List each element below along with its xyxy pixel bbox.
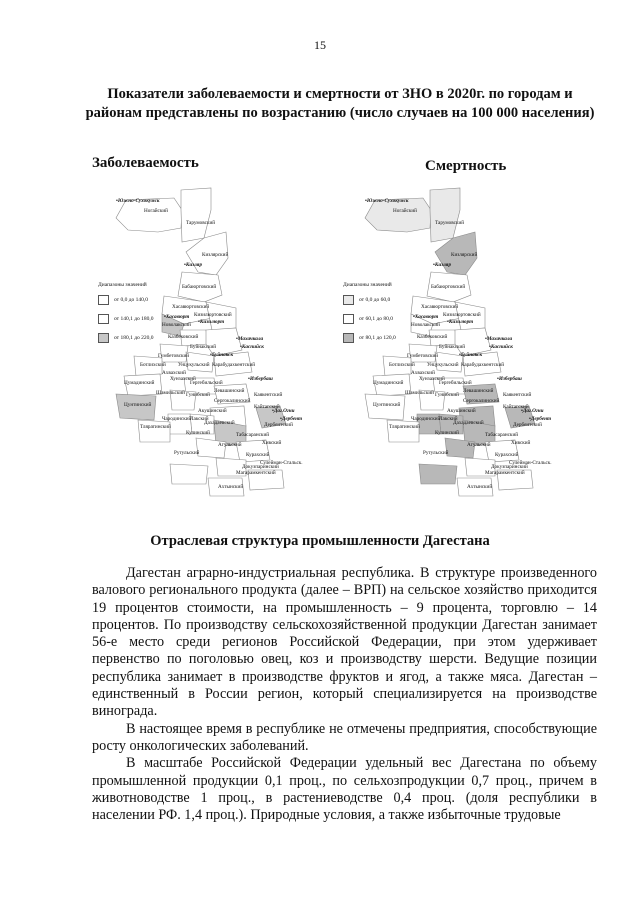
incidence-map — [86, 180, 331, 500]
region-karabudakhkentsky — [463, 352, 501, 376]
label-khasavyurtovsky: Хасавюртовский — [172, 304, 210, 310]
label-khasavyurt: •Хасавюрт — [413, 314, 439, 320]
label-kurakhsky: Курахский — [246, 452, 270, 458]
label-novolaksky: Новолакский — [411, 322, 440, 328]
label-akhtynsky: Ахтынский — [467, 484, 493, 490]
label-gunibsky: Гунибский — [186, 392, 210, 398]
label-buinaksky: Буйнакский — [190, 344, 217, 350]
label-babayurtovsky: Бабаюртовский — [431, 284, 466, 290]
label-dagogni: •Даг.Огни — [272, 408, 295, 414]
region-akhtynsky — [457, 478, 493, 496]
label-karabudakhkentsky: Карабудахкентский — [461, 362, 505, 368]
label-tlyaratinsky: Тляратинский — [389, 424, 420, 430]
label-tsumadinsky: Цумадинский — [124, 380, 155, 386]
label-akushinsky: Акушинский — [447, 408, 476, 414]
label-kizlyar: •Кизляр — [433, 262, 452, 268]
legend-item — [98, 314, 154, 324]
legend-label: от 180,1 до 220,0 — [114, 334, 154, 341]
region-nogaisky — [116, 198, 182, 232]
region-tsuntinsky — [365, 394, 405, 420]
region-levashinsky — [214, 384, 250, 404]
region-laksky — [190, 414, 214, 434]
label-kayakentsky: Каякентский — [254, 392, 283, 398]
label-kizilyurt: •Кизилюрт — [447, 319, 474, 325]
region-rutulsky — [170, 464, 208, 484]
legend-item — [343, 314, 396, 324]
label-kaspiysk: •Каспийск — [489, 344, 513, 350]
label-kulinsky: Кулинский — [186, 430, 210, 436]
label-khunzakhsky: Хунзахский — [170, 376, 196, 382]
label-novolaksky: Новолакский — [162, 322, 191, 328]
label-makhachkala: •Махачкала — [485, 336, 513, 342]
label-kizilyurtovsky: Кизилюртовский — [443, 312, 481, 318]
region-tsumadinsky — [373, 374, 411, 396]
region-botlikhsky — [383, 356, 411, 376]
region-gumbetovsky — [160, 344, 188, 362]
region-kazbekovsky — [180, 330, 208, 346]
label-khivsky: Хивский — [511, 440, 531, 446]
label-kayakentsky: Каякентский — [503, 392, 532, 398]
region-tabasaransky — [236, 440, 270, 462]
region-tarumovsky — [181, 188, 211, 242]
incidence-legend — [98, 282, 154, 352]
label-shamilsky: Шамильский — [156, 390, 185, 396]
label-khasavyurtovsky: Хасавюртовский — [421, 304, 459, 310]
label-gunibsky: Гунибский — [435, 392, 459, 398]
label-untsukulsky: Унцукульский — [178, 362, 210, 368]
region-laksky — [439, 414, 463, 434]
label-kurakhsky: Курахский — [495, 452, 519, 458]
mortality-map — [335, 180, 580, 500]
region-nogaisky — [365, 198, 431, 232]
label-kazbekovsky: Казбековский — [168, 334, 199, 340]
legend-title: Диапазоны значений — [343, 282, 392, 288]
section-title: Отраслевая структура промышленности Дагестана — [150, 533, 490, 549]
region-botlikhsky — [134, 356, 162, 376]
label-kaspiysk: •Каспийск — [240, 344, 264, 350]
paragraph: В масштабе Российской Федерации удельный вес Дагестана по объему промышленной продукции 0,1 проц., по сельхозпродукции 0,7 проц., причем в животноводстве 1 проц., в растениеводстве 0,4 проц. (доля республики в населении РФ. 1,4 проц.). Природные условия, а также избыточные трудовые — [92, 755, 597, 824]
region-akhtynsky — [208, 478, 244, 496]
label-kizlyarsky: Кизлярский — [451, 252, 478, 258]
legend-item — [343, 295, 396, 305]
label-yuzhno: •Южно-Сухокумск — [116, 198, 160, 204]
label-kizilyurtovsky: Кизилюртовский — [194, 312, 232, 318]
label-dakhadaevsky: Дахадаевский — [453, 420, 484, 426]
region-kayakentsky — [256, 406, 286, 428]
region-kizilyurtovsky — [206, 302, 236, 330]
label-laksky: Лакский — [190, 416, 209, 422]
label-tsuntinsky: Цунтинский — [124, 402, 152, 408]
label-derbentsky: Дербентский — [513, 422, 542, 428]
region-kizilyurtovsky — [455, 302, 485, 330]
label-nogaisky: Ногайский — [144, 208, 168, 214]
label-charodinsky: Чародинский — [162, 416, 192, 422]
label-sergokalinsky: Сергокалинский — [463, 398, 500, 404]
region-charodinsky — [168, 414, 192, 434]
label-akhvakhsky: Ахвахский — [411, 370, 435, 376]
region-karabudakhkentsky — [214, 352, 252, 376]
label-derbent: •Дербент — [529, 416, 552, 422]
label-kulinsky: Кулинский — [435, 430, 459, 436]
label-khivsky: Хивский — [262, 440, 282, 446]
legend-label: от 60,1 до 80,0 — [359, 315, 394, 322]
region-tlyaratinsky — [387, 420, 419, 442]
label-kaitagsky: Кайтагский — [254, 404, 280, 410]
label-untsukulsky: Унцукульский — [427, 362, 459, 368]
legend-label: от 0,0 до 60,0 — [359, 296, 391, 303]
region-levashinsky — [463, 384, 499, 404]
label-akhtynsky: Ахтынский — [218, 484, 244, 490]
legend-swatch — [343, 314, 354, 324]
label-kizlyar: •Кизляр — [184, 262, 203, 268]
label-dakhadaevsky: Дахадаевский — [204, 420, 235, 426]
legend-title: Диапазоны значений — [98, 282, 147, 288]
label-kizilyurt: •Кизилюрт — [198, 319, 225, 325]
label-tabasaransky: Табасаранский — [485, 432, 518, 438]
region-rutulsky — [419, 464, 457, 484]
label-akushinsky: Акушинский — [198, 408, 227, 414]
page-title: Показатели заболеваемости и смертности от ЗНО в 2020г. по городам и районам представлены по возрастанию (число случаев на 100 000 населения) — [85, 86, 595, 121]
label-makhachkala: •Махачкала — [236, 336, 264, 342]
region-gunibsky — [419, 390, 445, 410]
region-tabasaransky — [485, 440, 519, 462]
label-kazbekovsky: Казбековский — [417, 334, 448, 340]
label-botlikhsky: Ботлихский — [140, 362, 166, 368]
label-dagogni: •Даг.Огни — [521, 408, 544, 414]
label-shamilsky: Шамильский — [405, 390, 434, 396]
legend-label: от 0,0 до 140,0 — [114, 296, 149, 303]
legend-label: от 80,1 до 120,0 — [359, 334, 396, 341]
label-suleiman: Сулейман-Стальск. — [260, 460, 303, 466]
label-suleiman: Сулейман-Стальск. — [509, 460, 552, 466]
label-gergebilsky: Гергебильский — [190, 380, 223, 386]
label-tabasaransky: Табасаранский — [236, 432, 269, 438]
region-tarumovsky — [430, 188, 460, 242]
page-number: 15 — [314, 38, 326, 52]
label-tsuntinsky: Цунтинский — [373, 402, 401, 408]
region-tsumadinsky — [124, 374, 162, 396]
label-tarumovsky: Тарумовский — [186, 220, 216, 226]
label-tarumovsky: Тарумовский — [435, 220, 465, 226]
label-yuzhno: •Южно-Сухокумск — [365, 198, 409, 204]
region-agulsky — [216, 458, 246, 476]
region-kazbekovsky — [429, 330, 457, 346]
label-levashinsky: Левашинский — [463, 388, 494, 394]
label-kaitagsky: Кайтагский — [503, 404, 529, 410]
region-untsukulsky — [435, 352, 463, 372]
incidence-map-heading: Заболеваемость — [92, 155, 199, 171]
legend-swatch — [343, 333, 354, 343]
label-kizlyarsky: Кизлярский — [202, 252, 229, 258]
label-rutulsky: Рутульский — [423, 450, 449, 456]
legend-item — [343, 333, 396, 343]
label-izberbash: •Избербаш — [497, 376, 522, 382]
region-buinaksky — [206, 328, 242, 356]
region-agulsky — [465, 458, 495, 476]
legend-swatch — [98, 314, 109, 324]
label-rutulsky: Рутульский — [174, 450, 200, 456]
label-magaramkentsky: Магарамкентский — [485, 470, 525, 476]
region-magaramkentsky — [248, 470, 284, 490]
label-buinaksky: Буйнакский — [439, 344, 466, 350]
label-akhvakhsky: Ахвахский — [162, 370, 186, 376]
label-tsumadinsky: Цумадинский — [373, 380, 404, 386]
label-gergebilsky: Гергебильский — [439, 380, 472, 386]
label-dokuzparinsky: Докузпаринский — [242, 464, 279, 470]
region-tsuntinsky — [116, 394, 156, 420]
region-babayurtovsky — [178, 272, 222, 302]
region-gunibsky — [170, 390, 196, 410]
label-karabudakhkentsky: Карабудахкентский — [212, 362, 256, 368]
region-tlyaratinsky — [138, 420, 170, 442]
label-dokuzparinsky: Докузпаринский — [491, 464, 528, 470]
label-buinaksk: •Буйнакск — [210, 352, 234, 358]
paragraph: Дагестан аграрно-индустриальная республика. В структуре произведенного валового регионального продукта (далее – ВРП) на сельское хозяйство приходится 19 процентов стоимости, на промышленность – 9 процента, торговлю – 14 процентов. По производству сельскохозяйственной продукции Дагестан занимает 56-е место среди регионов Российской Федерации, при этом удерживает первенство по поголовью овец, коз и производству шерсти. Ведущие позиции республика занимает в производстве фруктов и ягод, а также мяса. Дагестан – единственный в России регион, который специализируется на производстве винограда. — [92, 565, 597, 720]
legend-label: от 140,1 до 180,0 — [114, 315, 154, 322]
region-charodinsky — [417, 414, 441, 434]
label-magaramkentsky: Магарамкентский — [236, 470, 276, 476]
label-nogaisky: Ногайский — [393, 208, 417, 214]
label-buinaksk: •Буйнакск — [459, 352, 483, 358]
label-derbentsky: Дербентский — [264, 422, 293, 428]
region-kayakentsky — [505, 406, 535, 428]
label-babayurtovsky: Бабаюртовский — [182, 284, 217, 290]
legend-item — [98, 295, 154, 305]
legend-swatch — [343, 295, 354, 305]
label-izberbash: •Избербаш — [248, 376, 273, 382]
legend-swatch — [98, 333, 109, 343]
region-buinaksky — [455, 328, 491, 356]
label-botlikhsky: Ботлихский — [389, 362, 415, 368]
label-khasavyurt: •Хасавюрт — [164, 314, 190, 320]
label-gumbetovsky: Гумбетовский — [158, 353, 190, 359]
label-gumbetovsky: Гумбетовский — [407, 353, 439, 359]
label-agulsky: Агульский — [467, 442, 491, 448]
label-laksky: Лакский — [439, 416, 458, 422]
body-text — [92, 565, 597, 824]
region-magaramkentsky — [497, 470, 533, 490]
legend-item — [98, 333, 154, 343]
label-tlyaratinsky: Тляратинский — [140, 424, 171, 430]
label-agulsky: Агульский — [218, 442, 242, 448]
mortality-map-heading: Смертность — [425, 158, 507, 174]
label-levashinsky: Левашинский — [214, 388, 245, 394]
mortality-legend — [343, 282, 396, 352]
legend-swatch — [98, 295, 109, 305]
label-khunzakhsky: Хунзахский — [419, 376, 445, 382]
label-charodinsky: Чародинский — [411, 416, 441, 422]
region-gumbetovsky — [409, 344, 437, 362]
label-sergokalinsky: Сергокалинский — [214, 398, 251, 404]
region-babayurtovsky — [427, 272, 471, 302]
paragraph: В настоящее время в республике не отмечены предприятия, способствующие росту онкологических заболеваний. — [92, 720, 597, 754]
region-untsukulsky — [186, 352, 214, 372]
label-derbent: •Дербент — [280, 416, 303, 422]
